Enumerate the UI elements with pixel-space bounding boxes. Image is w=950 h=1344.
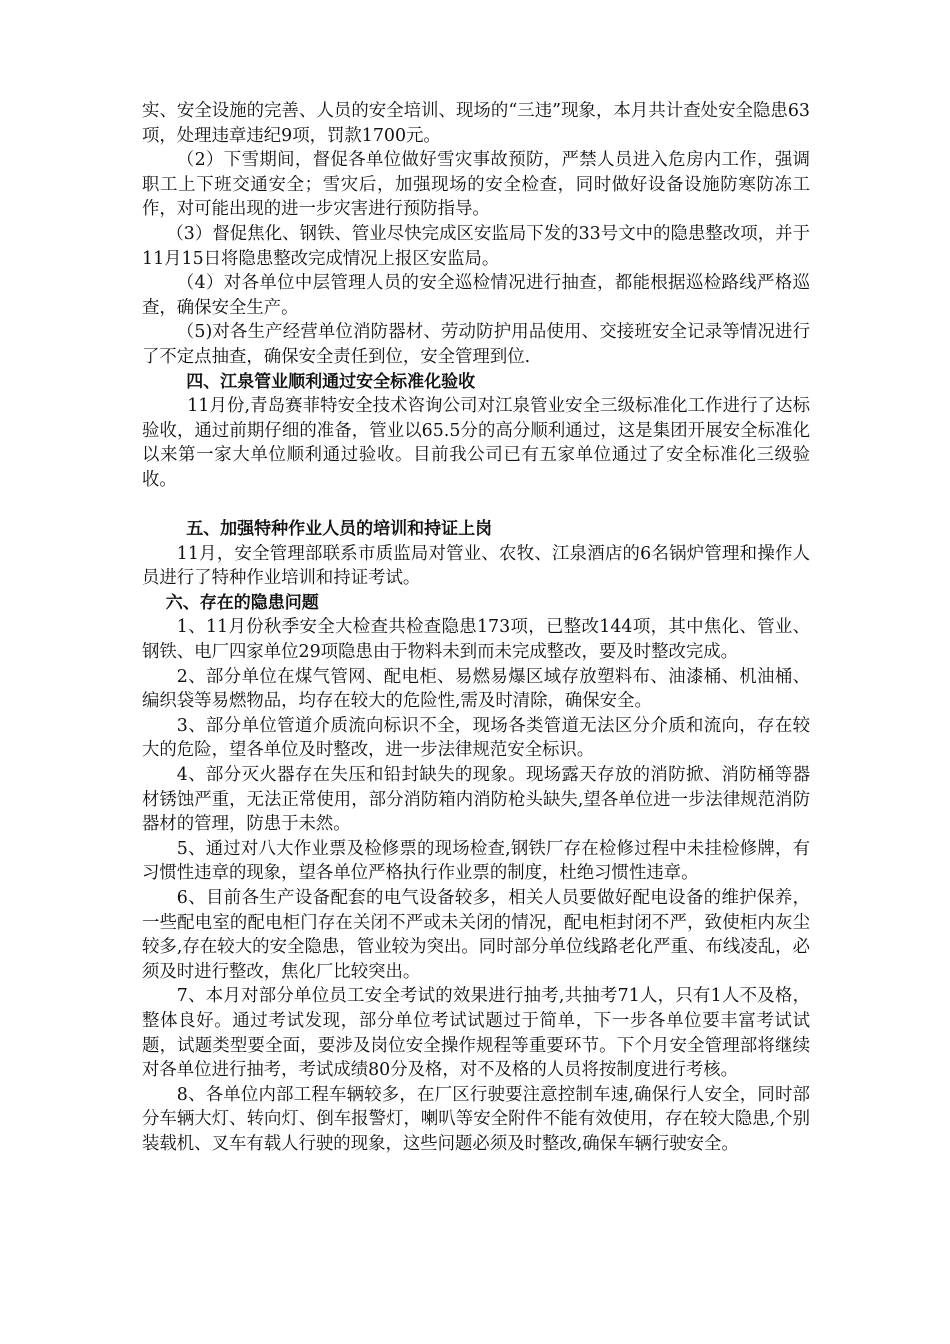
list-item-1: 1、11月份秋季安全大检查共检查隐患173项，已整改144项，其中焦化、管业、钢铁、电厂四家单位29项隐患由于物料未到而未完成整改，要及时整改完成。 (142, 617, 810, 663)
list-item-7: 7、本月对部分单位员工安全考试的效果进行抽考,共抽考71人，只有1人不及格，整体良好。通过考试发现，部分单位考试试题过于简单，下一步各单位要丰富考试试题，试题类型要全面，要涉及岗位安全操作规程等重要环节。下个月安全管理部将继续对各单位进行抽考，考试成绩80分及格，对不及格的人员将按制度进行考核。 (142, 986, 810, 1081)
list-item-5: 5、通过对八大作业票及检修票的现场检查,钢铁厂存在检修过程中未挂检修牌，有习惯性违章的现象，望各单位严格执行作业票的制度，杜绝习惯性违章。 (142, 838, 810, 884)
list-item-8: 8、各单位内部工程车辆较多，在厂区行驶要注意控制车速,确保行人安全，同时部分车辆大灯、转向灯、倒车报警灯，喇叭等安全附件不能有效使用，存在较大隐患,个别装载机、叉车有载人行驶的现象，这些问题必须及时整改,确保车辆行驶安全。 (142, 1084, 810, 1154)
list-item-4: 4、部分灭火器存在失压和铅封缺失的现象。现场露天存放的消防掀、消防桶等器材锈蚀严重，无法正常使用，部分消防箱内消防枪头缺失,望各单位进一步法律规范消防器材的管理，防患于未然。 (142, 765, 810, 835)
section-heading-5: 五、加强特种作业人员的培训和持证上岗 (186, 519, 493, 540)
paragraph-fire-equipment-check: （5)对各生产经营单位消防器材、劳动防护用品使用、交接班安全记录等情况进行了不定点抽查，确保安全责任到位，安全管理到位. (142, 322, 810, 367)
paragraph-snow-prevention: （2）下雪期间，督促各单位做好雪灾事故预防，严禁人员进入危房内工作，强调职工上下班交通安全；雪灾后，加强现场的安全检查，同时做好设备设施防寒防冻工作，对可能出现的进一步灾害进行预防指导。 (142, 150, 810, 220)
document-body (142, 99, 810, 1157)
paragraph-patrol-check: （4）对各单位中层管理人员的安全巡检情况进行抽查，都能根据巡检路线严格巡查，确保安全生产。 (142, 273, 810, 318)
paragraph-standardization: 11月份,青岛赛菲特安全技术咨询公司对江泉管业安全三级标准化工作进行了达标验收，通过前期仔细的准备，管业以65.5分的高分顺利通过，这是集团开展安全标准化以来第一家大单位顺利通过验收。目前我公司已有五家单位通过了安全标准化三级验收。 (142, 396, 810, 490)
blank-line (142, 493, 810, 518)
section-heading-6: 六、存在的隐患问题 (165, 592, 319, 613)
section-heading-4: 四、江泉管业顺利通过安全标准化验收 (186, 371, 476, 392)
list-item-2: 2、部分单位在煤气管网、配电柜、易燃易爆区域存放塑料布、油漆桶、机油桶、编织袋等易燃物品，均存在较大的危险性,需及时清除，确保安全。 (142, 666, 810, 712)
list-item-3: 3、部分单位管道介质流向标识不全，现场各类管道无法区分介质和流向，存在较大的危险，望各单位及时整改，进一步法律规范安全标识。 (142, 715, 810, 761)
list-item-6: 6、目前各生产设备配套的电气设备较多，相关人员要做好配电设备的维护保养，一些配电室的配电柜门存在关闭不严或未关闭的情况，配电柜封闭不严，致使柜内灰尘较多,存在较大的安全隐患，管业较为突出。同时部分单位线路老化严重、布线凌乱，必须及时进行整改，焦化厂比较突出。 (142, 888, 810, 982)
paragraph-hazard-rectification: （3）督促焦化、钢铁、管业尽快完成区安监局下发的33号文中的隐患整改项，并于11月15日将隐患整改完成情况上报区安监局。 (142, 223, 810, 269)
paragraph-inspection-summary: 实、安全设施的完善、人员的安全培训、现场的“三违”现象，本月共计查处安全隐患63项，处理违章违纪9项，罚款1700元。 (142, 101, 810, 146)
paragraph-special-training: 11月，安全管理部联系市质监局对管业、农牧、江泉酒店的6名锅炉管理和操作人员进行了特种作业培训和持证考试。 (142, 543, 810, 589)
